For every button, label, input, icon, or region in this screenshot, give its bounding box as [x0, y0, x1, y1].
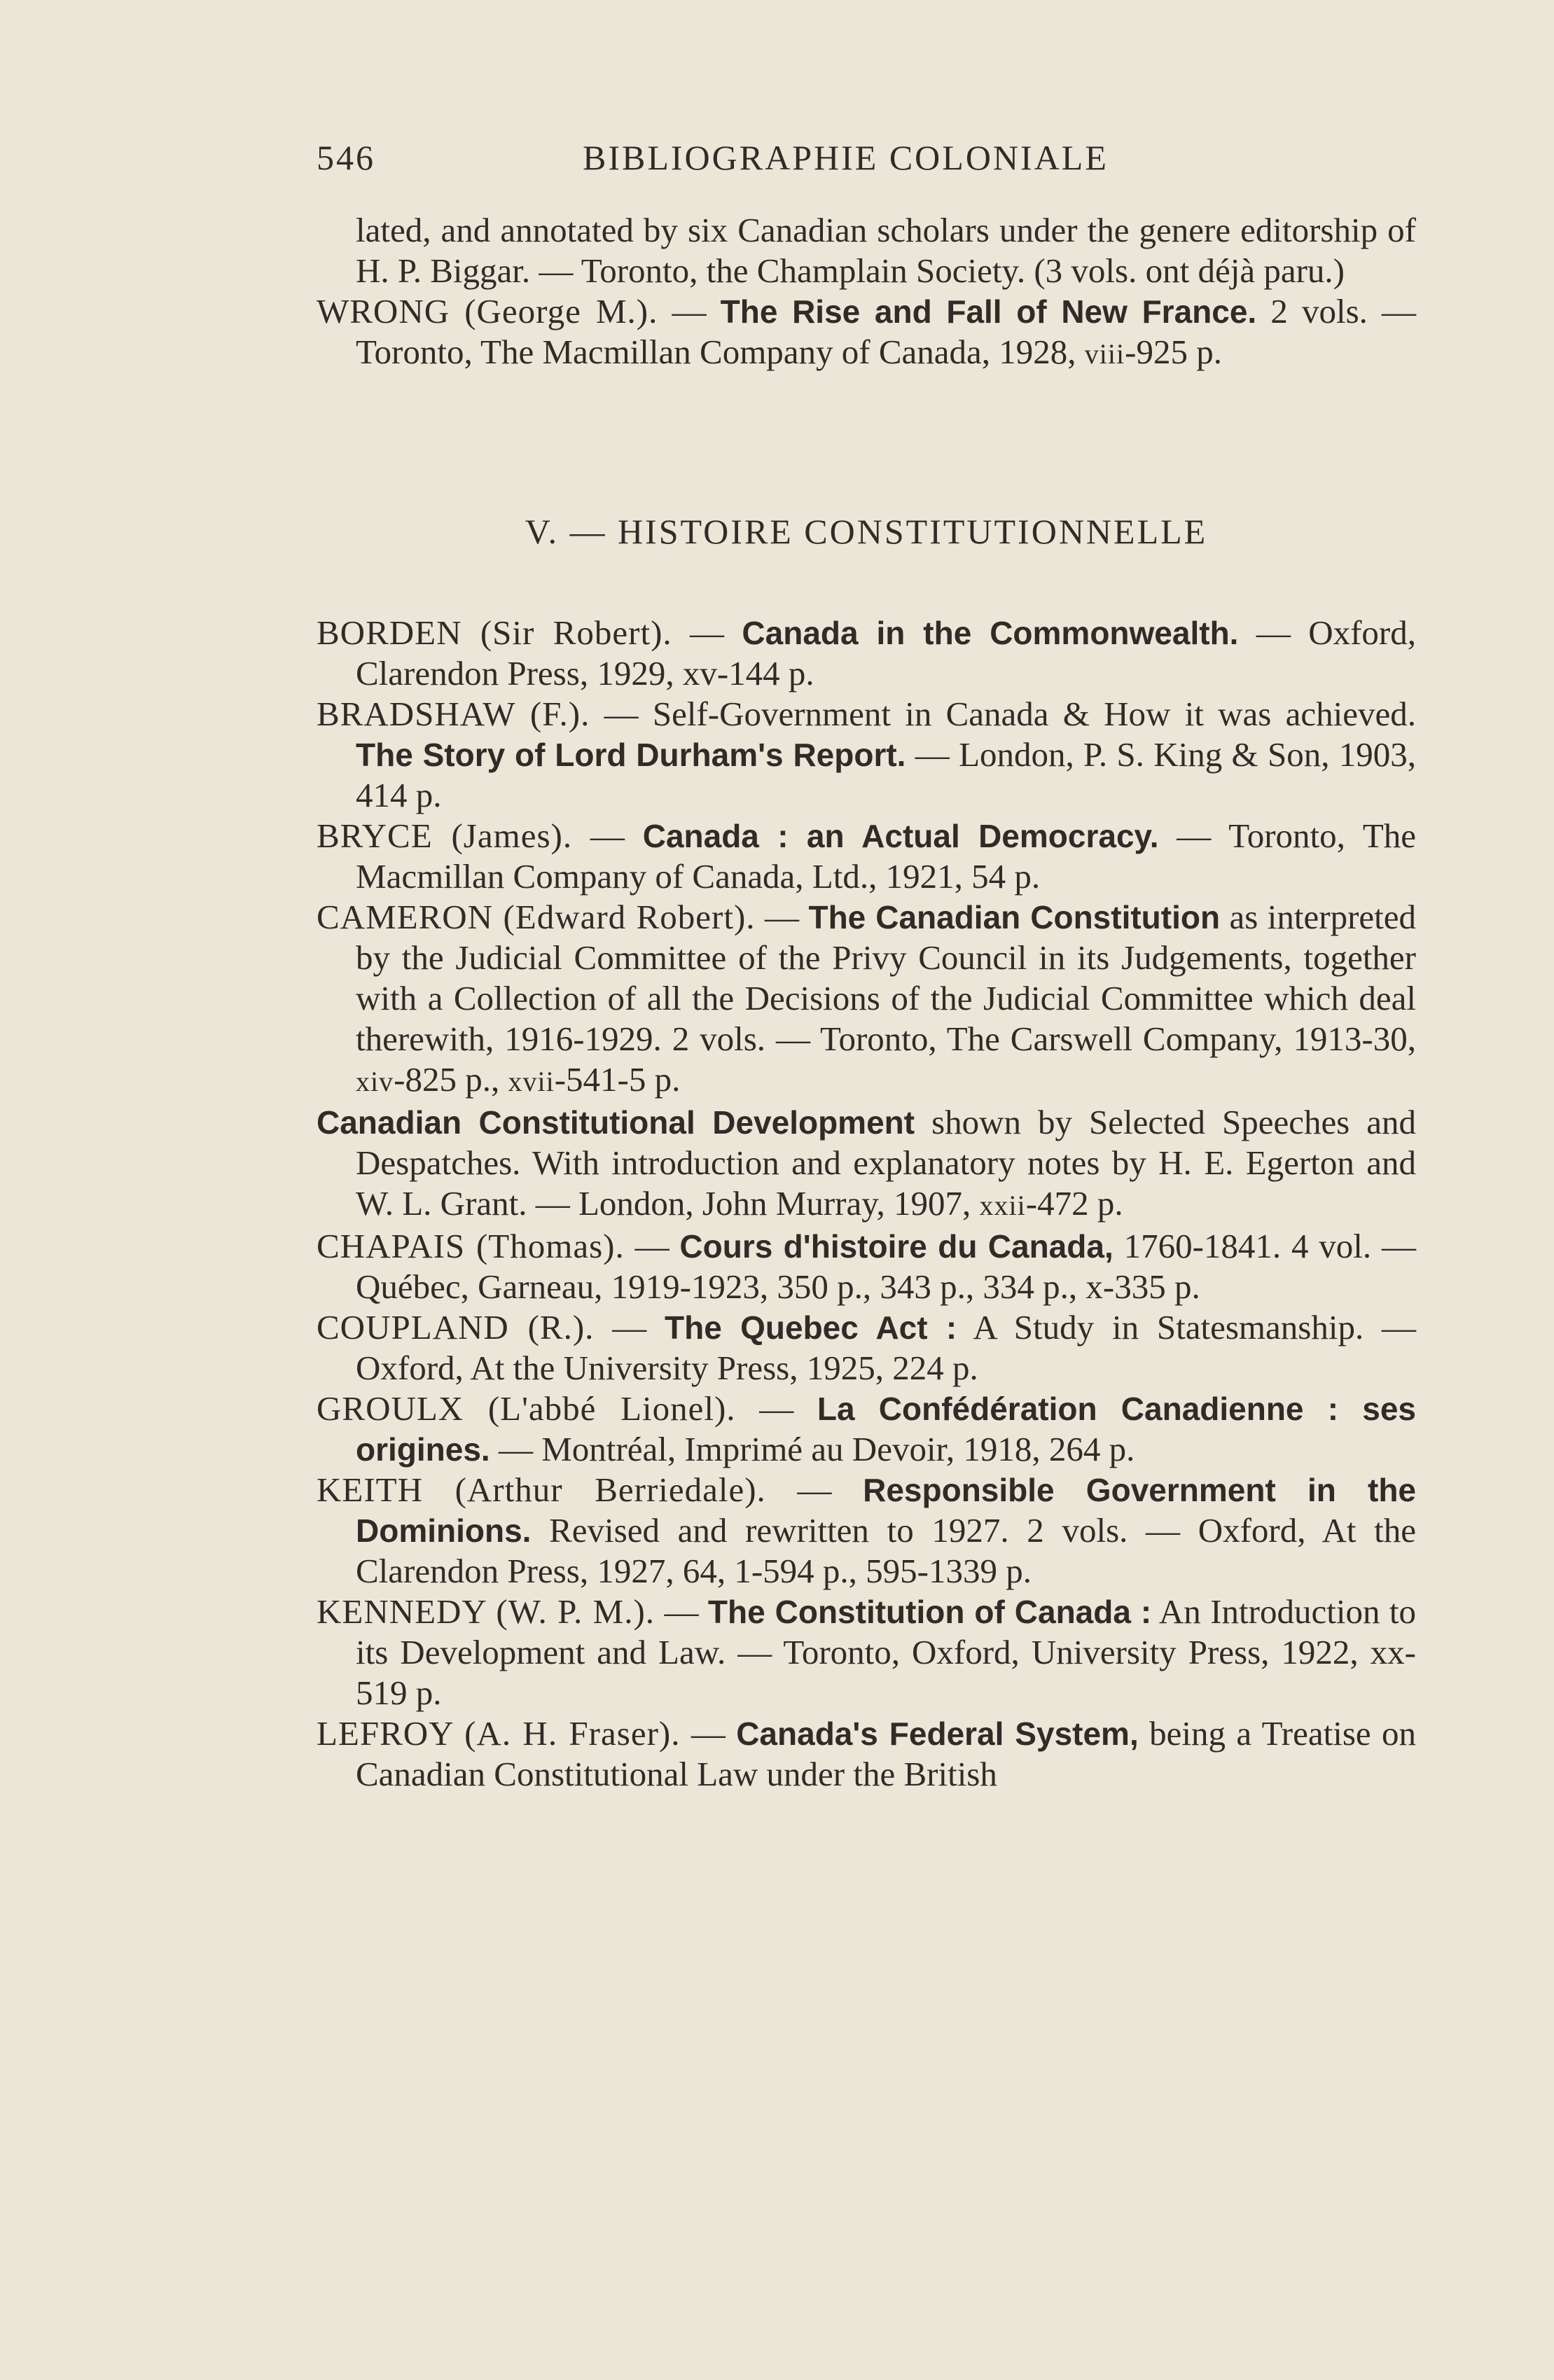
entry-author: COUPLAND (R.). — [317, 1308, 595, 1346]
entry-title: The Story of Lord Durham's Report. — [356, 737, 906, 773]
entry-text: -541-5 p. — [554, 1060, 681, 1099]
entry-author: BRYCE (James). — [317, 816, 573, 855]
continuation-text: lated, and annotated by six Canadian scholars under the genere editorship of H. P. Biggar. — Toronto, the Champlain Society. (3 vols. ont déjà paru.) — [356, 211, 1416, 290]
entry-cameron — [317, 897, 1416, 1102]
entry-groulx — [317, 1389, 1416, 1470]
entry-author: LEFROY (A. H. Fraser). — [317, 1714, 681, 1753]
entry-text: Revised and rewritten to 1927. 2 vols. — Oxford, At the Clarendon Press, 1927, 64, 1-594 p., 595-1339 p. — [356, 1511, 1416, 1590]
bibliography-entries — [317, 613, 1416, 1795]
entry-title: The Quebec Act : — [665, 1309, 957, 1346]
entry-text: shown by Selected Speeches and Despatches. With introduction and explanatory notes by H. E. Egerton and W. L. Grant. — London, John Murray, 1907, — [356, 1103, 1416, 1223]
entry-roman: xvii — [508, 1066, 555, 1097]
entry-separator: — — [594, 1308, 665, 1346]
entry-title: Canada : an Actual Democracy. — [642, 818, 1159, 854]
entry-separator: — — [680, 1714, 737, 1753]
entry-title: Canada in the Commonwealth. — [742, 615, 1239, 651]
entry-author: GROULX (L'abbé Lionel). — [317, 1389, 736, 1428]
top-block — [317, 210, 1416, 375]
entry-text: — Montréal, Imprimé au Devoir, 1918, 264 p. — [490, 1430, 1135, 1468]
entry-separator: — — [624, 1227, 680, 1265]
entry-text: 2 vols. — Toronto, The Macmillan Company of Canada, 1928, — [356, 292, 1417, 371]
entry-separator: — — [735, 1389, 817, 1428]
entry-canadian-constitutional-development — [317, 1102, 1416, 1226]
entry-text: -925 p. — [1125, 333, 1222, 371]
entry-title: Canada's Federal System, — [736, 1716, 1139, 1752]
entry-text: — London, P. S. King & Son, 1903, 414 p. — [356, 735, 1417, 814]
entry-bryce — [317, 816, 1416, 897]
entry-title: The Rise and Fall of New France. — [720, 293, 1257, 330]
entry-separator: — — [655, 1592, 708, 1631]
entry-title: Responsible Government in the Dominions. — [356, 1472, 1416, 1549]
entry-title: The Constitution of Canada : — [707, 1594, 1152, 1630]
entry-author: BORDEN (Sir Robert). — [317, 613, 672, 652]
entry-author: KEITH (Arthur Berriedale). — [317, 1470, 766, 1509]
entry-text: — Self-Government in Canada & How it was achieved. — [590, 695, 1416, 733]
entry-text: being a Treatise on Canadian Constitutional Law under the British — [356, 1714, 1417, 1793]
entry-roman: xxii — [979, 1190, 1026, 1221]
entry-coupland — [317, 1307, 1416, 1389]
entry-separator: — — [658, 292, 721, 330]
entry-text: 1760-1841. 4 vol. — Québec, Garneau, 1919-1923, 350 p., 343 p., 334 p., x-335 p. — [356, 1227, 1416, 1306]
entry-title: Cours d'histoire du Canada, — [679, 1228, 1114, 1265]
entry-kennedy — [317, 1592, 1416, 1713]
entry-bradshaw — [317, 694, 1416, 816]
entry-text: A Study in Statesmanship. — Oxford, At the University Press, 1925, 224 p. — [356, 1308, 1416, 1387]
page-number: 546 — [317, 138, 375, 177]
entry-chapais — [317, 1226, 1416, 1307]
entry-author: CAMERON (Edward Robert). — [317, 898, 756, 936]
entry-author: KENNEDY (W. P. M.). — [317, 1592, 655, 1631]
entry-separator: — — [765, 1470, 863, 1509]
entry-text: — Oxford, Clarendon Press, 1929, xv-144 p. — [356, 613, 1416, 693]
entry-text: -825 p., — [394, 1060, 508, 1099]
entry-text: An Introduction to its Development and Law. — Toronto, Oxford, University Press, 1922, xx-519 p. — [356, 1592, 1416, 1712]
entry-text: — Toronto, The Macmillan Company of Canada, Ltd., 1921, 54 p. — [356, 816, 1417, 896]
entry-borden — [317, 613, 1416, 694]
section-title: V. — HISTOIRE CONSTITUTIONNELLE — [525, 512, 1208, 551]
entry-separator: — — [755, 898, 809, 936]
entry-roman: xiv — [356, 1066, 394, 1097]
entry-title: The Canadian Constitution — [808, 899, 1221, 935]
entry-lefroy — [317, 1713, 1416, 1795]
entry-author: BRADSHAW (F.). — [317, 695, 590, 733]
entry-wrong — [317, 291, 1416, 375]
entry-text: -472 p. — [1025, 1184, 1123, 1223]
entry-keith — [317, 1470, 1416, 1592]
entry-author: CHAPAIS (Thomas). — [317, 1227, 625, 1265]
running-title: BIBLIOGRAPHIE COLONIALE — [583, 138, 1109, 177]
entry-roman: viii — [1084, 338, 1125, 370]
entry-separator: — — [672, 613, 742, 652]
entry-title: Canadian Constitutional Development — [317, 1104, 915, 1141]
entry-title: La Confédération Canadienne : ses origines. — [356, 1391, 1416, 1468]
entry-author: WRONG (George M.). — [317, 292, 658, 330]
entry-text: as interpreted by the Judicial Committee of the Privy Council in its Judgements, together with a Collection of all the Decisions of the Judicial Committee which deal therewith, 1916-1929. 2 vols. — Toronto, The Carswell Company, 1913-30, — [356, 898, 1417, 1058]
entry-separator: — — [572, 816, 643, 855]
